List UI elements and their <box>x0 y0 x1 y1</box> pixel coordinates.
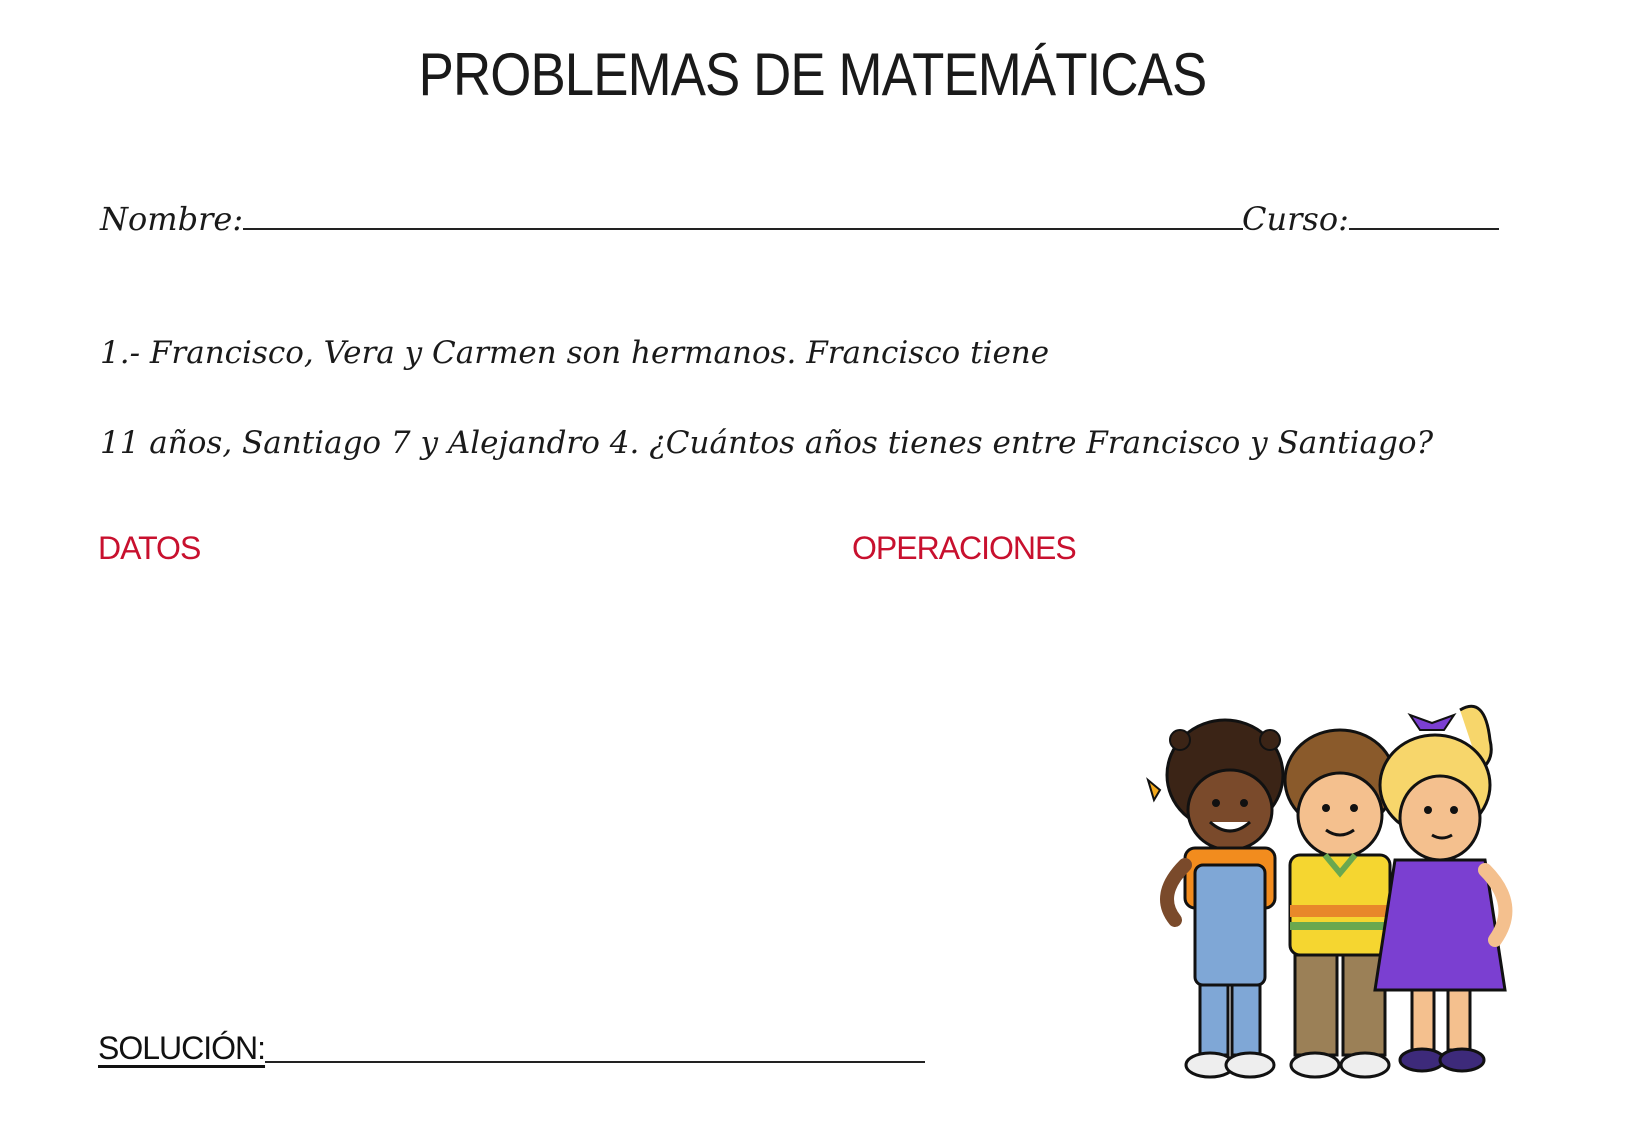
curso-field[interactable] <box>1349 228 1499 230</box>
curso-row <box>1242 200 1499 238</box>
boy-middle-figure <box>1285 730 1395 1077</box>
children-illustration <box>1140 700 1540 1100</box>
operaciones-heading: OPERACIONES <box>852 530 1076 566</box>
solucion-row <box>98 1030 925 1067</box>
problem-line-1: 1.- Francisco, Vera y Carmen son hermanos. Francisco tiene <box>100 335 1050 371</box>
datos-heading: DATOS <box>98 530 201 566</box>
nombre-label: Nombre: <box>100 200 244 238</box>
solucion-field[interactable] <box>265 1061 925 1063</box>
problem-line-2: 11 años, Santiago 7 y Alejandro 4. ¿Cuántos años tienes entre Francisco y Santiago? <box>100 425 1434 461</box>
nombre-row <box>100 200 1243 238</box>
girl-right-figure <box>1375 706 1505 1071</box>
girl-left-figure <box>1148 720 1283 1077</box>
curso-label: Curso: <box>1242 200 1349 238</box>
nombre-field[interactable] <box>243 228 1243 230</box>
solucion-label: SOLUCIÓN: <box>98 1030 266 1066</box>
page-title: PROBLEMAS DE MATEMÁTICAS <box>418 41 1207 108</box>
